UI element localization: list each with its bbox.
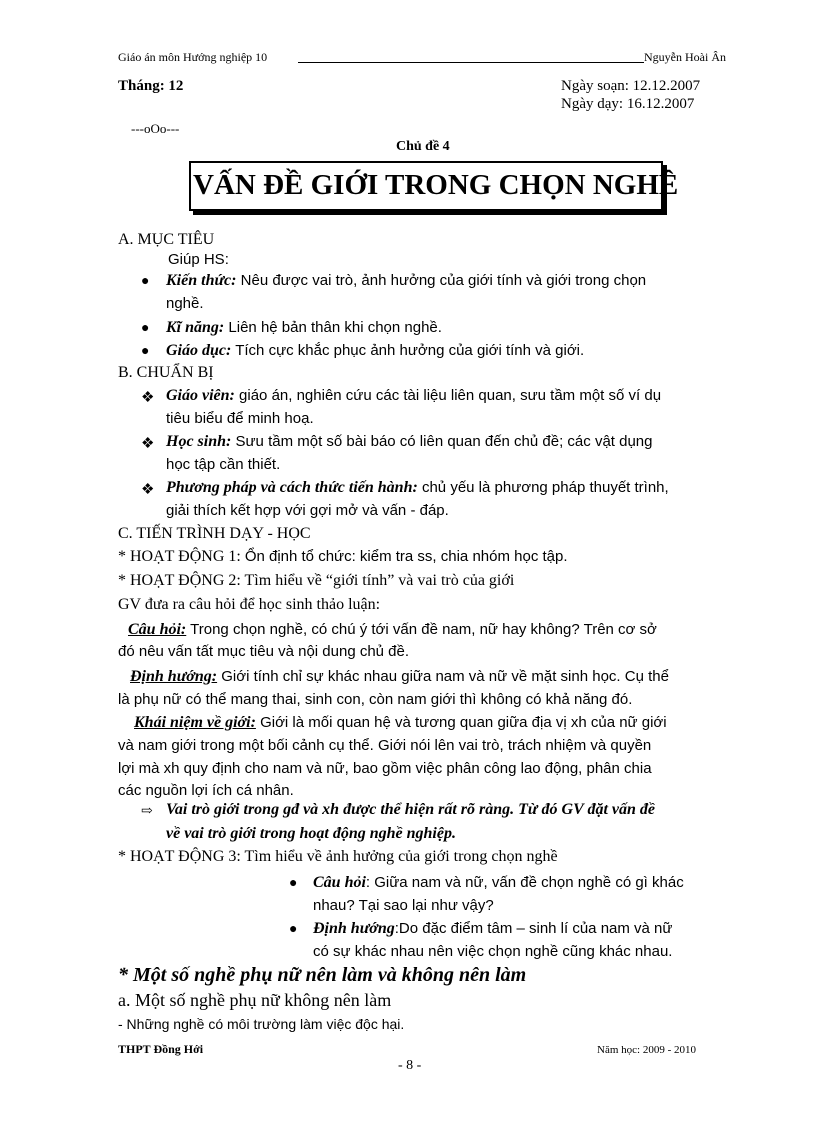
activity-1: * HOẠT ĐỘNG 1: Ổn định tổ chức: kiểm tra ss, chia nhóm học tập. xyxy=(118,548,568,565)
gv-prompt: GV đưa ra câu hỏi để học sinh thảo luận: xyxy=(118,596,381,613)
prep-date: Ngày soạn: 12.12.2007 xyxy=(561,78,701,94)
section-a-heading: A. MỤC TIÊU xyxy=(118,231,215,248)
footer-school: THPT Đồng Hới xyxy=(118,1042,204,1056)
separator: ---oOo--- xyxy=(131,121,180,136)
act3-question-cont: nhau? Tại sao lại như vậy? xyxy=(313,897,494,914)
activity-3: * HOẠT ĐỘNG 3: Tìm hiểu về ảnh hưởng của giới trong chọn nghề xyxy=(118,848,558,865)
header-rule xyxy=(298,62,644,63)
footer-year: Năm học: 2009 - 2010 xyxy=(597,1044,696,1056)
orientation-cont: là phụ nữ có thể mang thai, sinh con, còn nam giới thì không có khả năng đó. xyxy=(118,691,633,708)
header-right: Nguyễn Hoài Ân xyxy=(644,50,726,64)
objective-skill: Kĩ năng: Liên hệ bản thân khi chọn nghề. xyxy=(166,319,442,336)
gender-concept-line4: các nguồn lợi ích cá nhân. xyxy=(118,782,294,799)
gender-concept: Khái niệm về giới: Giới là mối quan hệ và tương quan giữa địa vị xh của nữ giới xyxy=(134,714,667,731)
jobs-item-1: - Những nghề có môi trường làm việc độc hại. xyxy=(118,1016,405,1032)
conclusion: Vai trò giới trong gđ và xh được thể hiện rất rõ ràng. Từ đó GV đặt vấn đề xyxy=(166,801,655,818)
four-diamond-bullet-icon: ❖ xyxy=(141,390,155,406)
question: Câu hỏi: Trong chọn nghề, có chú ý tới vấn đề nam, nữ hay không? Trên cơ sở xyxy=(128,621,657,638)
activity-2: * HOẠT ĐỘNG 2: Tìm hiểu về “giới tính” và vai trò của giới xyxy=(118,572,515,589)
conclusion-cont: về vai trò giới trong hoạt động nghề nghiệp. xyxy=(166,825,456,842)
topic-label: Chủ đề 4 xyxy=(396,139,450,154)
header-left: Giáo án môn Hướng nghiệp 10 xyxy=(118,50,268,64)
page-number: - 8 - xyxy=(398,1058,422,1073)
hollow-right-arrow-icon: ⇨ xyxy=(141,804,153,819)
four-diamond-bullet-icon: ❖ xyxy=(141,482,155,498)
objective-knowledge: Kiến thức: Nêu được vai trò, ảnh hưởng của giới tính và giới trong chọn xyxy=(166,272,647,289)
gender-concept-line3: lợi mà xh quy định cho nam và nữ, bao gồm việc phân công lao động, phân chia xyxy=(118,760,652,777)
four-diamond-bullet-icon: ❖ xyxy=(141,436,155,452)
section-c-heading: C. TIẾN TRÌNH DẠY - HỌC xyxy=(118,525,311,542)
prep-student-cont: học tập cần thiết. xyxy=(166,456,281,473)
section-a-intro: Giúp HS: xyxy=(168,251,229,268)
act3-question: Câu hỏi: Giữa nam và nữ, vấn đề chọn nghề có gì khác xyxy=(313,874,684,891)
prep-teacher-cont: tiêu biểu để minh hoạ. xyxy=(166,410,314,427)
month-label: Tháng: 12 xyxy=(118,78,184,94)
act3-orientation: Định hướng:Do đặc điểm tâm – sinh lí của nam và nữ xyxy=(313,920,673,937)
orientation: Định hướng: Giới tính chỉ sự khác nhau giữa nam và nữ về mặt sinh học. Cụ thể xyxy=(130,668,669,685)
prep-teacher: Giáo viên: giáo án, nghiên cứu các tài liệu liên quan, sưu tầm một số ví dụ xyxy=(166,387,662,404)
bullet-dot-icon: ● xyxy=(289,876,298,891)
bullet-dot-icon: ● xyxy=(141,344,150,359)
jobs-subheading-a: a. Một số nghề phụ nữ không nên làm xyxy=(118,990,392,1010)
jobs-heading: * Một số nghề phụ nữ nên làm và không nên làm xyxy=(118,964,527,986)
act3-orientation-cont: có sự khác nhau nên việc chọn nghề cũng khác nhau. xyxy=(313,943,673,960)
page-title: VẤN ĐỀ GIỚI TRONG CHỌN NGHỀ xyxy=(193,169,679,201)
prep-student: Học sinh: Sưu tầm một số bài báo có liên quan đến chủ đề; các vật dụng xyxy=(166,433,653,450)
bullet-dot-icon: ● xyxy=(141,321,150,336)
question-cont: đó nêu vấn tất mục tiêu và nội dung chủ đề. xyxy=(118,643,410,660)
gender-concept-line2: và nam giới trong một bối cảnh cụ thể. Giới nói lên vai trò, trách nhiệm và quyền xyxy=(118,737,652,754)
bullet-dot-icon: ● xyxy=(289,922,298,937)
objective-education: Giáo dục: Tích cực khắc phục ảnh hưởng của giới tính và giới. xyxy=(166,342,585,359)
teach-date: Ngày dạy: 16.12.2007 xyxy=(561,96,695,112)
objective-knowledge-cont: nghề. xyxy=(166,295,204,312)
section-b-heading: B. CHUẨN BỊ xyxy=(118,364,214,381)
prep-method: Phương pháp và cách thức tiến hành: chủ yếu là phương pháp thuyết trình, xyxy=(166,479,669,496)
prep-method-cont: giải thích kết hợp với gợi mở và vấn - đáp. xyxy=(166,502,449,519)
bullet-dot-icon: ● xyxy=(141,274,150,289)
